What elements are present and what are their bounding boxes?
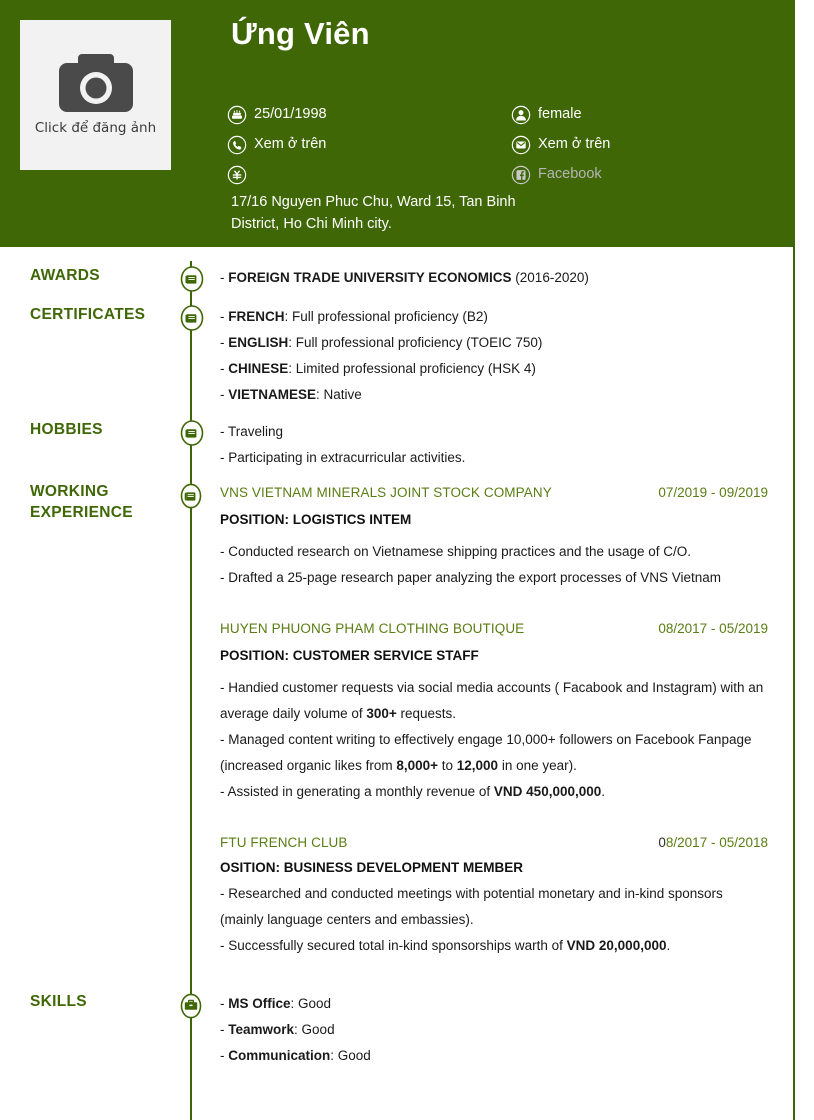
job-entry [220,831,768,959]
job-bullet: - Researched and conducted meetings with potential monetary and in-kind sponsors (mainly language centers and embassies). [220,886,723,927]
certificate-item [220,382,770,408]
bullet-dash: - [220,270,225,285]
section-certificates-content [220,304,770,408]
skill-level: : Good [330,1048,371,1063]
skill-level: : Good [290,996,332,1011]
bullet-dash: - [220,996,225,1011]
hobby-item [220,445,770,471]
job-bullet: - Managed content writing to effectively engage 10,000+ followers on Facebook Fanpage (increased organic likes from 8,000+ to 12,000 in one year). [220,732,752,773]
book-icon [180,305,204,331]
skill-item [220,1017,770,1043]
certificate-detail: : Limited professional proficiency (HSK 4) [288,361,536,376]
award-years: (2016-2020) [511,270,589,285]
certificate-item [220,304,770,330]
job-entry [220,481,768,591]
job-bullet: - Drafted a 25-page research paper analyzing the export processes of VNS Vietnam [220,570,722,585]
job-bullet: - Assisted in generating a monthly revenue of VND 450,000,000. [220,784,606,799]
job-header [220,617,768,641]
birthday-cake-icon [227,105,247,125]
section-certificates-title: CERTIFICATES [30,306,146,323]
contact-email[interactable] [511,134,771,164]
phone-icon [227,135,247,155]
certificate-detail: : Native [316,387,362,402]
job-bullet: - Handied customer requests via social media accounts ( Facabook and Instagram) with an average daily volume of 300+ requests. [220,680,764,721]
contact-birthday-text: 25/01/1998 [254,106,327,122]
resume-header [0,0,795,247]
skill-name: MS Office [228,996,291,1011]
job-position: OSITION: BUSINESS DEVELOPMENT MEMBER [220,860,524,875]
contact-address-text: 17/16 Nguyen Phuc Chu, Ward 15, Tan Binh District, Ho Chi Minh city. [231,194,516,232]
book-icon [180,266,204,292]
certificate-lang: VIETNAMESE [228,387,317,402]
certificate-detail: : Full professional proficiency (TOEIC 750) [288,335,543,350]
job-bullets [220,881,768,959]
job-position: POSITION: CUSTOMER SERVICE STAFF [220,648,479,663]
job-header [220,481,768,505]
book-icon [179,483,203,509]
contact-column-right [511,104,771,194]
contact-facebook[interactable] [511,164,771,194]
job-date-main: 8/2017 - 05/2018 [665,835,768,850]
skill-level: : Good [294,1022,335,1037]
job-date-prefix: 0 [658,835,666,850]
contact-gender[interactable] [511,104,771,134]
certificate-item [220,356,770,382]
bullet-dash: - [220,309,225,324]
job-spacer [220,805,768,831]
bullet-dash: - [220,335,225,350]
job-bullet: - Successfully secured total in-kind sponsorships warth of VND 20,000,000. [220,938,671,953]
resume-body [0,247,795,1120]
contact-address[interactable] [227,164,517,194]
contact-email-text: Xem ở trên [538,136,611,152]
photo-upload-caption: Click để đăng ảnh [34,120,157,137]
job-spacer [220,591,768,617]
facebook-icon [511,165,531,185]
certificate-item [220,330,770,356]
job-date-main: 07/2019 - 09/2019 [658,485,768,500]
job-date [658,617,768,641]
contact-phone[interactable] [227,134,517,164]
job-company: FTU FRENCH CLUB [220,835,348,850]
hobby-text: Participating in extracurricular activities. [224,450,466,465]
timeline-rule [190,261,192,1120]
section-working-experience-title [30,481,190,523]
section-title-line2: EXPERIENCE [30,504,133,521]
job-entry [220,617,768,805]
bullet-dash: - [220,424,225,439]
book-icon [180,420,204,446]
certificate-lang: ENGLISH [228,335,289,350]
section-skills-content [220,991,770,1069]
money-icon [227,165,247,185]
contact-birthday[interactable] [227,104,517,134]
job-date-main: 08/2017 - 05/2019 [658,621,768,636]
gender-person-icon [511,105,531,125]
contact-column-left [227,104,517,235]
section-skills-title: SKILLS [30,993,87,1010]
section-awards-title: AWARDS [30,267,100,284]
job-bullets [220,675,768,805]
award-name: FOREIGN TRADE UNIVERSITY ECONOMICS [228,270,512,285]
camera-icon [59,54,133,112]
candidate-name: Ứng Viên [231,16,370,51]
job-header [220,831,768,855]
job-company: HUYEN PHUONG PHAM CLOTHING BOUTIQUE [220,621,525,636]
bullet-dash: - [220,1048,225,1063]
bullet-dash: - [220,1022,225,1037]
job-bullets [220,539,768,591]
contact-facebook-text: Facebook [538,166,602,182]
certificate-lang: FRENCH [228,309,285,324]
certificate-lang: CHINESE [228,361,289,376]
job-position: POSITION: LOGISTICS INTEM [220,512,412,527]
working-experience-content [220,481,768,959]
hobby-item [220,419,770,445]
bullet-dash: - [220,450,225,465]
bullet-dash: - [220,387,225,402]
skill-name: Teamwork [228,1022,295,1037]
certificate-detail: : Full professional proficiency (B2) [284,309,488,324]
hobby-text: Traveling [224,424,284,439]
email-icon [511,135,531,155]
skill-item [220,1043,770,1069]
section-hobbies-content [220,419,770,471]
photo-upload-box[interactable] [20,20,171,170]
contact-gender-text: female [538,106,582,122]
section-title-line1: WORKING [30,483,109,500]
award-item [220,265,770,291]
section-hobbies-title: HOBBIES [30,421,103,438]
section-awards-content [220,265,770,291]
job-company: VNS VIETNAM MINERALS JOINT STOCK COMPANY [220,485,552,500]
skill-name: Communication [228,1048,331,1063]
job-bullet: - Conducted research on Vietnamese shipping practices and the usage of C/O. [220,544,692,559]
job-date [658,481,768,505]
skill-item [220,991,770,1017]
briefcase-icon [179,993,203,1019]
contact-phone-text: Xem ở trên [254,136,327,152]
bullet-dash: - [220,361,225,376]
job-date [658,831,768,855]
